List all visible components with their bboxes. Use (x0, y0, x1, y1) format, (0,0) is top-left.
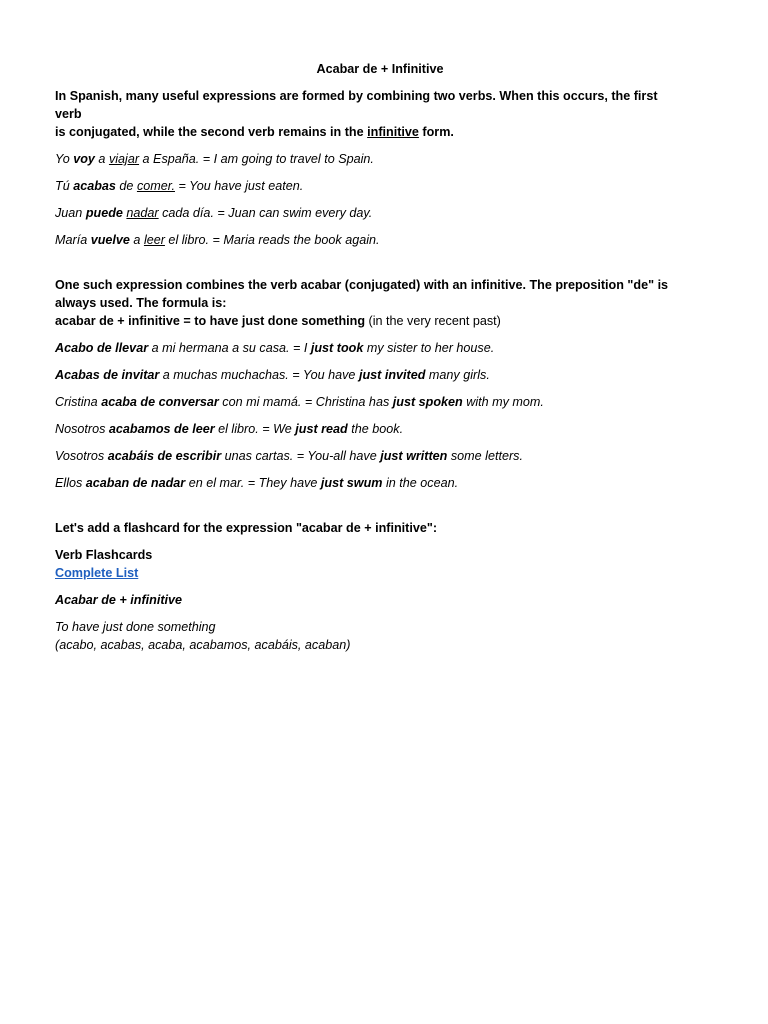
example-sentence (55, 474, 675, 492)
example-text: a mi hermana a su casa. = I (148, 341, 311, 355)
acabar-phrase: acabáis de escribir (107, 449, 222, 463)
formula-line-3 (55, 312, 675, 330)
example-text: a (94, 152, 109, 166)
acabar-phrase: Acabo de llevar (55, 341, 149, 355)
example-sentence (55, 177, 675, 195)
example-text: el libro. = We (214, 422, 296, 436)
translation-highlight: just took (310, 341, 364, 355)
acabar-phrase: acabamos de leer (108, 422, 215, 436)
example-sentence (55, 204, 675, 222)
example-text: Yo (55, 152, 74, 166)
flashcard-link-row (55, 564, 675, 582)
example-text: en el mar. = They have (185, 476, 321, 490)
example-text: the book. (347, 422, 404, 436)
conjugated-verb: vuelve (90, 233, 130, 247)
example-translation: a España. = I am going to travel to Spain. (139, 152, 374, 166)
translation-highlight: just written (380, 449, 448, 463)
example-sentence (55, 150, 675, 168)
flashcard-forms: (acabo, acabas, acaba, acabamos, acabáis, acaban) (55, 638, 351, 652)
conjugated-verb: puede (85, 206, 123, 220)
formula-text: acabar de + infinitive = to have just done something (55, 314, 366, 328)
flashcard-term: Acabar de + infinitive (55, 593, 183, 607)
formula-line-2: always used. The formula is: (55, 296, 227, 310)
example-text: some letters. (447, 449, 523, 463)
formula-note: (in the very recent past) (365, 314, 501, 328)
intro-text: is conjugated, while the second verb remains in the (55, 125, 368, 139)
example-text: Ellos (55, 476, 86, 490)
intro-line-1: In Spanish, many useful expressions are formed by combining two verbs. When this occurs, the first verb (55, 89, 658, 121)
example-sentence (55, 420, 675, 438)
example-sentence (55, 339, 675, 357)
infinitive-verb: nadar (126, 206, 159, 220)
flashcard-heading: Verb Flashcards (55, 548, 153, 562)
infinitive-verb: viajar (108, 152, 140, 166)
example-sentence (55, 366, 675, 384)
flashcard-lead: Let's add a flashcard for the expression "acabar de + infinitive": (55, 521, 438, 535)
intro-paragraph (55, 87, 675, 141)
translation-highlight: just read (295, 422, 348, 436)
intro-text-end: form. (418, 125, 454, 139)
example-text: Tú (55, 179, 74, 193)
conjugated-verb: voy (73, 152, 95, 166)
formula-paragraph (55, 276, 675, 330)
example-sentence (55, 447, 675, 465)
spacer (55, 492, 675, 519)
conjugated-verb: acabas (73, 179, 116, 193)
example-text: de (115, 179, 137, 193)
document-page (55, 60, 675, 654)
flashcard-definition: To have just done something (55, 620, 216, 634)
example-text: Nosotros (55, 422, 109, 436)
acabar-phrase: acaba de conversar (101, 395, 219, 409)
infinitive-verb: comer. (136, 179, 175, 193)
spacer (55, 249, 675, 276)
example-text: in the ocean. (382, 476, 459, 490)
example-text: María (55, 233, 91, 247)
example-text: con mi mamá. = Christina has (218, 395, 393, 409)
translation-highlight: just invited (358, 368, 426, 382)
example-text: Cristina (55, 395, 102, 409)
example-text: Vosotros (55, 449, 108, 463)
translation-highlight: just spoken (392, 395, 463, 409)
infinitive-word: infinitive (367, 125, 419, 139)
example-text: unas cartas. = You-all have (221, 449, 381, 463)
example-text: a (129, 233, 144, 247)
example-text: Juan (55, 206, 86, 220)
example-sentence (55, 393, 675, 411)
intro-line-2 (55, 123, 675, 141)
example-sentence (55, 231, 675, 249)
infinitive-verb: leer (143, 233, 165, 247)
translation-highlight: just swum (320, 476, 383, 490)
example-translation: = You have just eaten. (174, 179, 304, 193)
acabar-phrase: Acabas de invitar (55, 368, 160, 382)
page-title: Acabar de + Infinitive (316, 62, 444, 76)
flashcard-definition-block (55, 618, 675, 654)
example-translation: cada día. = Juan can swim every day. (158, 206, 373, 220)
formula-line-1: One such expression combines the verb acabar (conjugated) with an infinitive. The preposition "de" is (55, 278, 669, 292)
example-text: a muchas muchachas. = You have (159, 368, 359, 382)
example-text: with my mom. (462, 395, 544, 409)
complete-list-link[interactable]: Complete List (55, 566, 139, 580)
example-translation: el libro. = Maria reads the book again. (164, 233, 380, 247)
acabar-phrase: acaban de nadar (85, 476, 186, 490)
example-text: many girls. (425, 368, 490, 382)
example-text: my sister to her house. (363, 341, 495, 355)
